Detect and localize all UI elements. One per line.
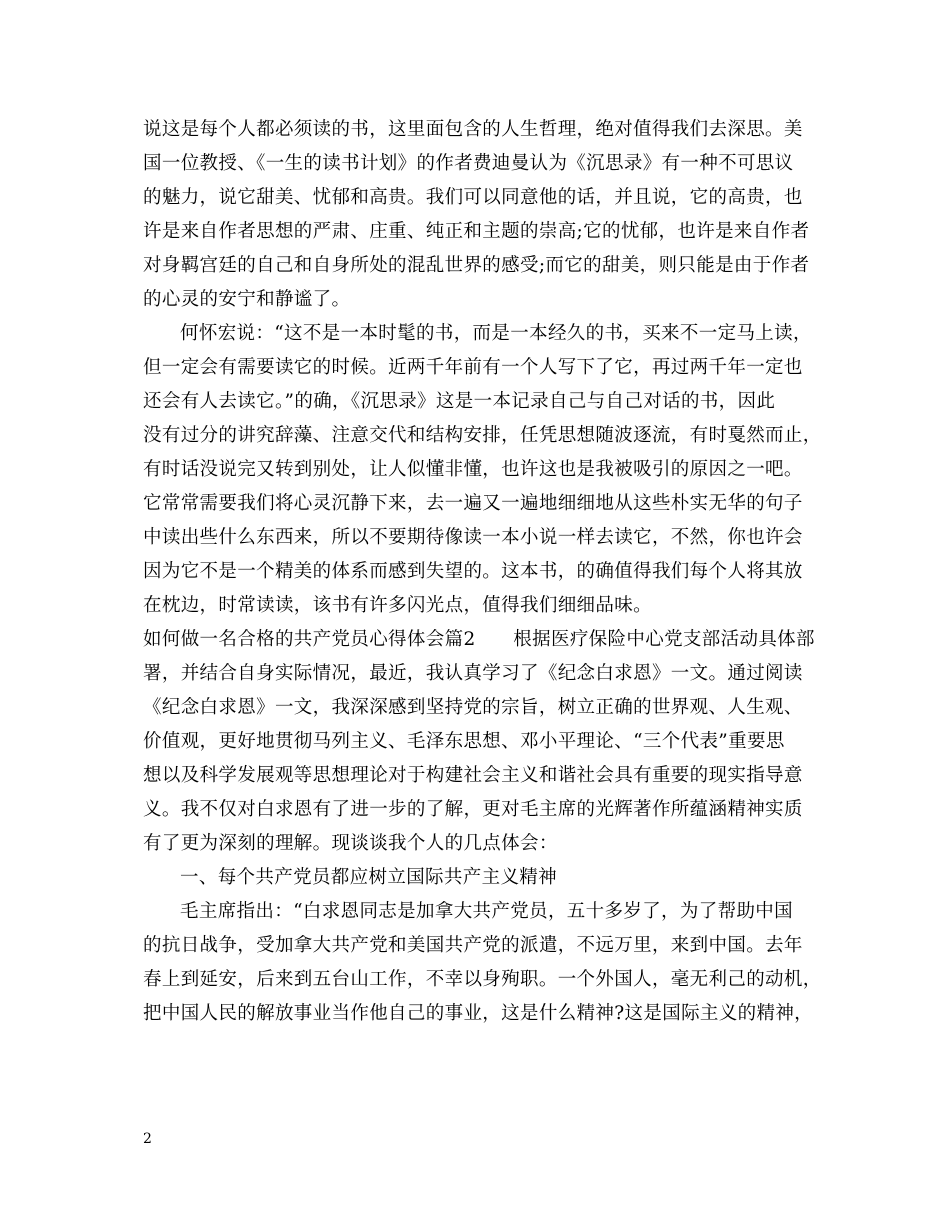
text-line: 的心灵的安宁和静谧了。 [143, 289, 351, 310]
text-line: 的抗日战争，受加拿大共产党和美国共产党的派遣，不远万里，来到中国。去年 [143, 935, 803, 956]
text-line: 价值观，更好地贯彻马列主义、毛泽东思想、邓小平理论、“三个代表”重要思 [143, 731, 785, 752]
text-line: 如何做一名合格的共产党员心得体会篇2 根据医疗保险中心党支部活动具体部 [143, 629, 815, 650]
text-line: 有时话没说完又转到别处，让人似懂非懂，也许这也是我被吸引的原因之一吧。 [143, 459, 803, 480]
text-line: 中读出些什么东西来，所以不要期待像读一本小说一样去读它，不然，你也许会 [143, 527, 803, 548]
text-line: 说这是每个人都必须读的书，这里面包含的人生哲理，绝对值得我们去深思。美 [143, 119, 803, 140]
text-line: 在枕边，时常读读，该书有许多闪光点，值得我们细细品味。 [143, 595, 652, 616]
page-number: 2 [143, 1131, 152, 1147]
body-text [143, 113, 823, 1031]
text-line: 没有过分的讲究辞藻、注意交代和结构安排，任凭思想随波逐流，有时戛然而止， [143, 425, 822, 446]
text-line: 想以及科学发展观等思想理论对于构建社会主义和谐社会具有重要的现实指导意 [143, 765, 803, 786]
text-line: 但一定会有需要读它的时候。近两千年前有一个人写下了它，再过两千年一定也 [143, 357, 803, 378]
text-line: 义。我不仅对白求恩有了进一步的了解，更对毛主席的光辉著作所蕴涵精神实质 [143, 799, 803, 820]
text-line: 把中国人民的解放事业当作他自己的事业，这是什么精神?这是国际主义的精神， [143, 1003, 814, 1024]
text-line: 对身羁宫廷的自己和自身所处的混乱世界的感受;而它的甜美，则只能是由于作者 [143, 255, 810, 276]
text-line: 《纪念白求恩》一文，我深深感到坚持党的宗旨，树立正确的世界观、人生观、 [143, 697, 803, 718]
text-line: 因为它不是一个精美的体系而感到失望的。这本书，的确值得我们每个人将其放 [143, 561, 803, 582]
text-line: 的魅力，说它甜美、忧郁和高贵。我们可以同意他的话，并且说，它的高贵，也 [143, 187, 803, 208]
text-line: 还会有人去读它。”的确，《沉思录》这是一本记录自己与自己对话的书，因此 [143, 391, 776, 412]
text-line: 毛主席指出：“白求恩同志是加拿大共产党员，五十多岁了，为了帮助中国 [180, 901, 794, 922]
text-line: 国一位教授、《一生的读书计划》的作者费迪曼认为《沉思录》有一种不可思议 [143, 153, 794, 174]
text-line: 何怀宏说：“这不是一本时髦的书，而是一本经久的书，买来不一定马上读， [180, 323, 812, 344]
text-line: 它常常需要我们将心灵沉静下来，去一遍又一遍地细细地从这些朴实无华的句子 [143, 493, 803, 514]
text-line: 一、每个共产党员都应树立国际共产主义精神 [180, 867, 558, 888]
text-line: 许是来自作者思想的严肃、庄重、纯正和主题的崇高;它的忧郁，也许是来自作者 [143, 221, 810, 242]
text-line: 春上到延安，后来到五台山工作，不幸以身殉职。一个外国人，毫无利己的动机， [143, 969, 822, 990]
text-line: 有了更为深刻的理解。现谈谈我个人的几点体会： [143, 833, 558, 854]
text-line: 署，并结合自身实际情况，最近，我认真学习了《纪念白求恩》一文。通过阅读 [143, 663, 803, 684]
